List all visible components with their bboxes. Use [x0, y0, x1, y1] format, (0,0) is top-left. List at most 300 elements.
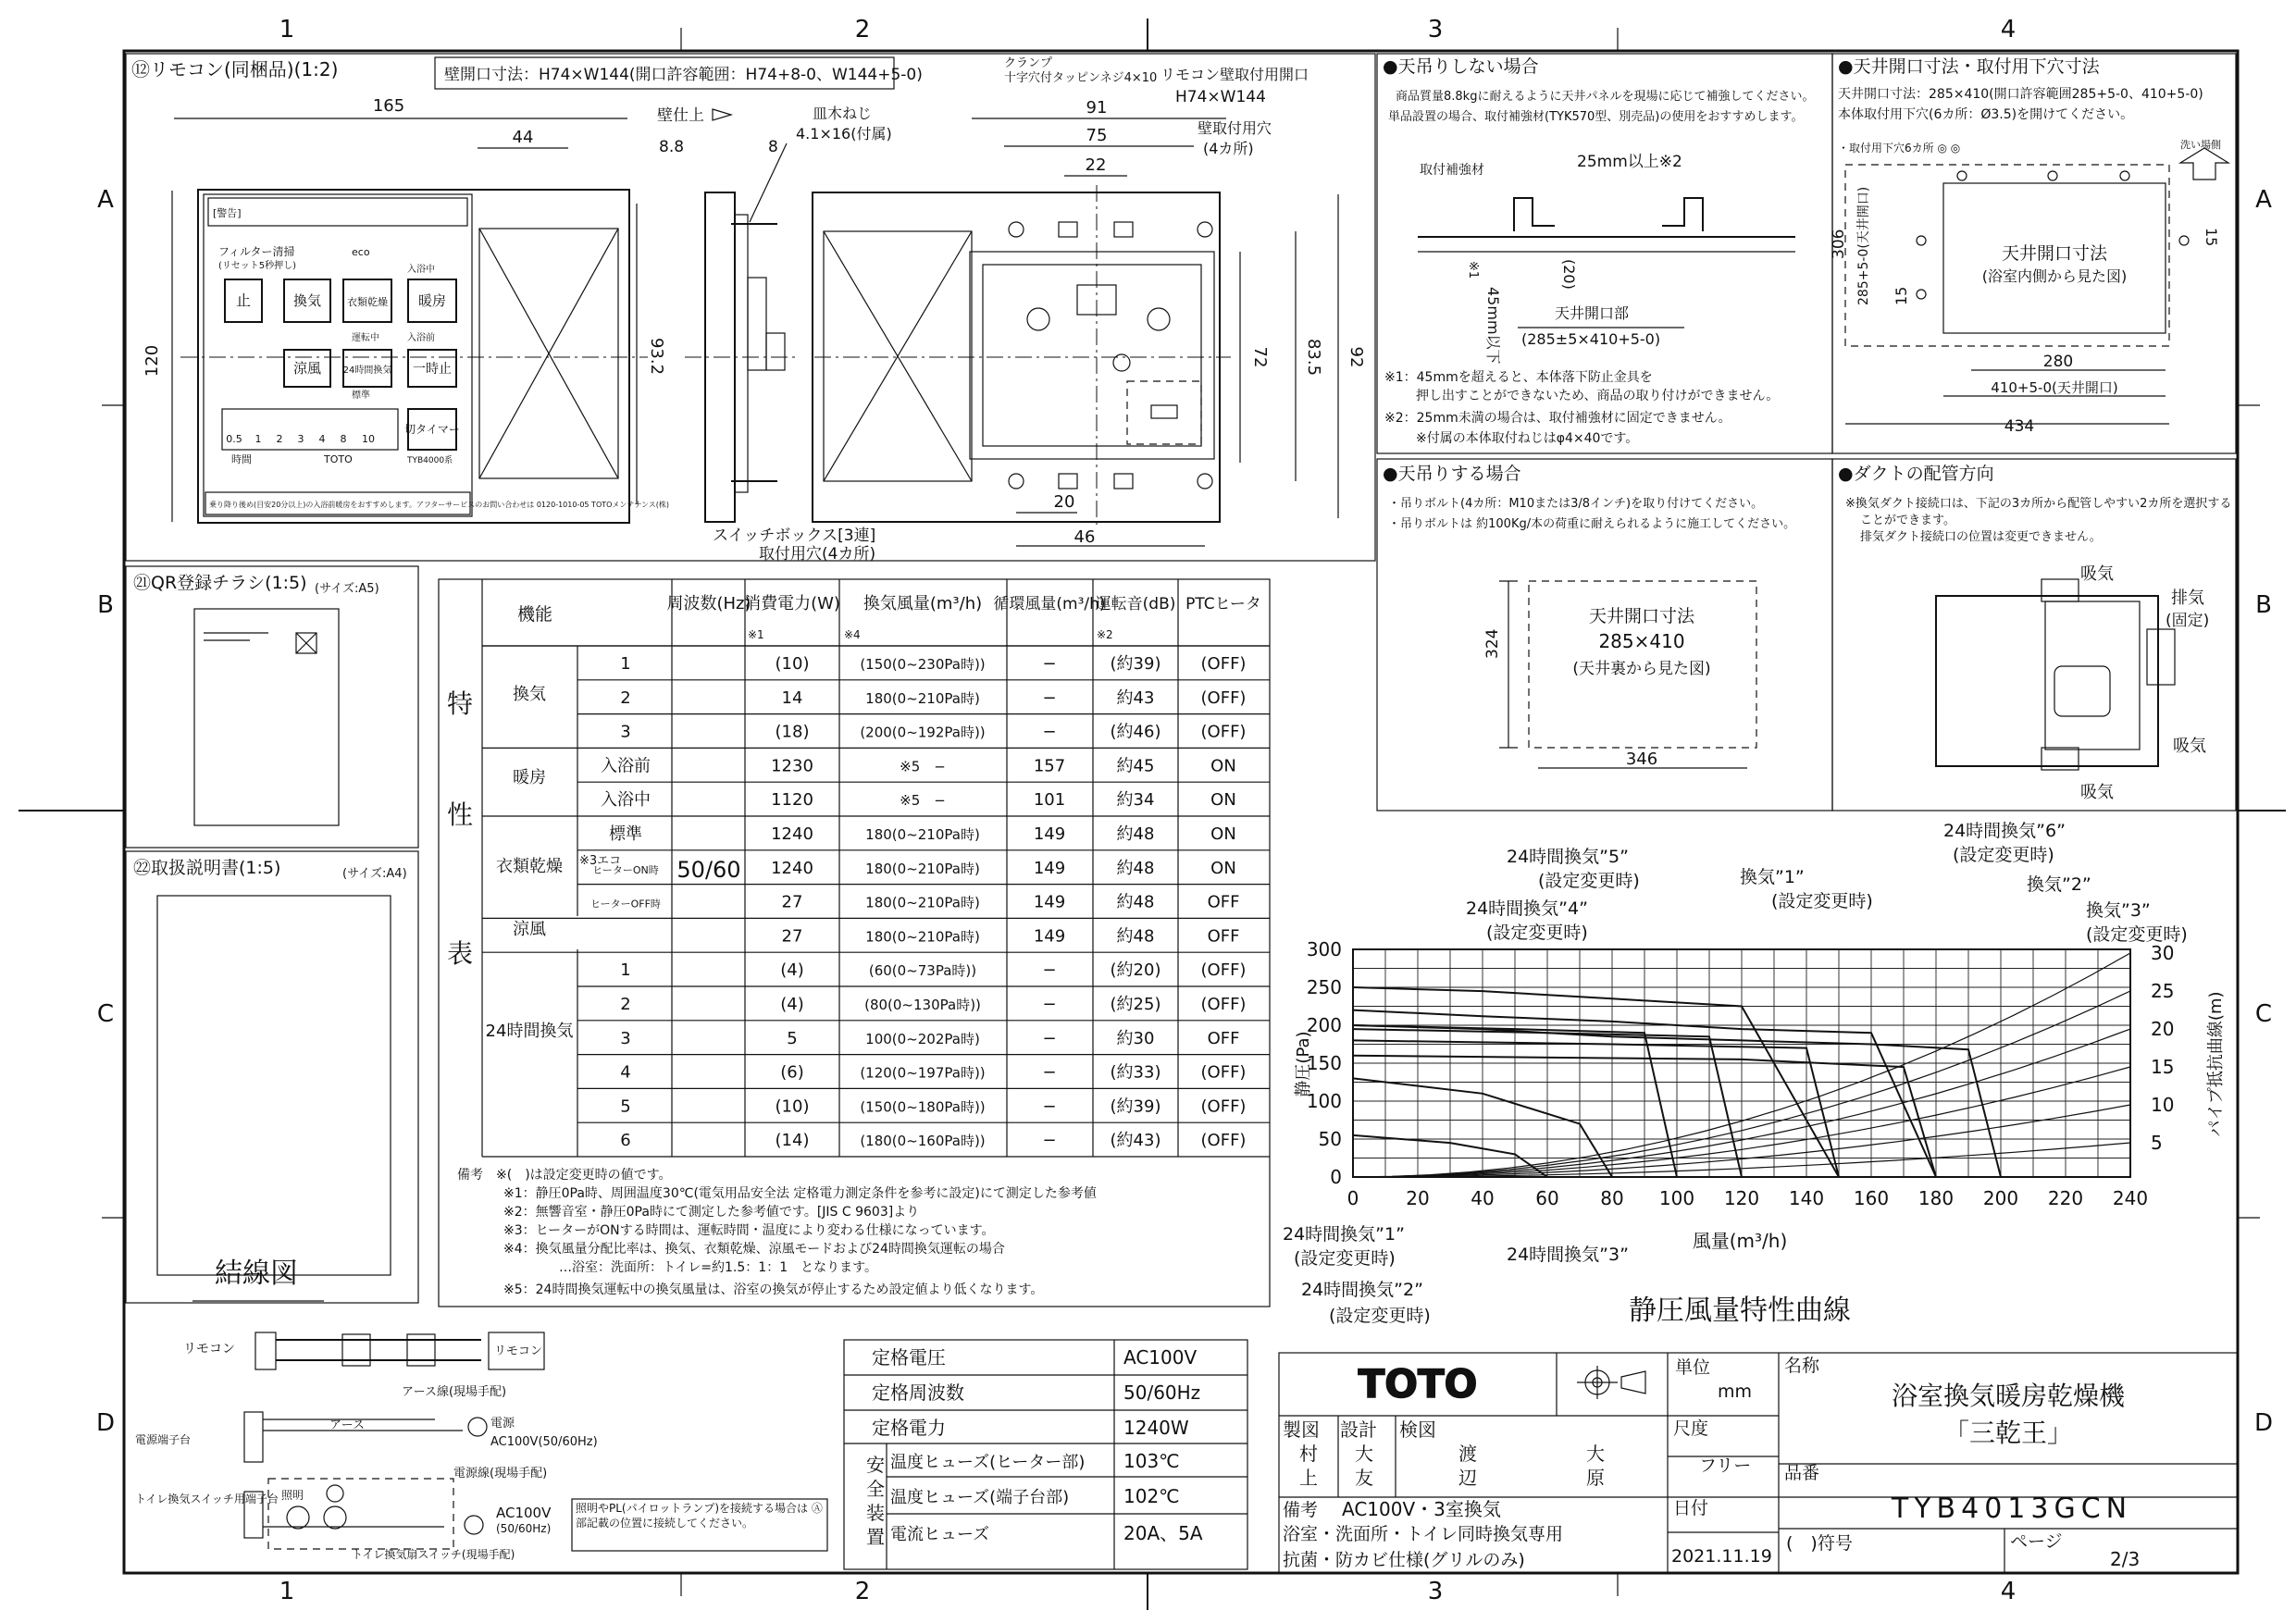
wiring-ac2: AC100V: [496, 1505, 552, 1521]
col-label-3: 3: [1427, 16, 1444, 43]
wiring-earth-field: アース線(現場手配): [402, 1385, 507, 1399]
spec-cell-vent: 180(0~210Pa時): [865, 826, 980, 843]
duct-fixed: (固定): [2166, 612, 2210, 630]
rating-table: [844, 1340, 1247, 1569]
row-label-running: 運転中: [352, 333, 379, 343]
lbl-24h5: 24時間換気”5”: [1507, 847, 1629, 867]
dim-91: 91: [1086, 98, 1108, 118]
spec-cell-ptc: OFF: [1207, 926, 1240, 947]
group-heating: 暖房: [513, 768, 546, 787]
spec-cell-power: (4): [780, 960, 804, 981]
tb-name1: 浴室換気暖房乾燥機: [1891, 1381, 2126, 1411]
x-tick-label: 140: [1788, 1187, 1825, 1209]
duct-intake-right: 吸気: [2173, 737, 2206, 756]
x-tick-label: 180: [1917, 1187, 1955, 1209]
duct-title: ●ダクトの配管方向: [1838, 464, 1994, 484]
rating-label-1: 定格周波数: [872, 1381, 964, 1404]
timer-3: 3: [297, 433, 304, 445]
wiring-power-v: AC100V(50/60Hz): [490, 1435, 598, 1449]
chart-xlabel: 風量(m³/h): [1692, 1230, 1788, 1252]
tb-remarks-0: AC100V・3室換気: [1342, 1498, 1501, 1520]
group-cool: 涼風: [513, 920, 546, 939]
tb-p1-1: 大: [1355, 1443, 1373, 1465]
tb-unit-label: 単位: [1675, 1357, 1711, 1378]
spec-cell-vent: ※5 −: [900, 758, 946, 775]
spec-cell-ptc: (OFF): [1200, 995, 1247, 1014]
lbl-v2: 換気”2”: [2027, 874, 2091, 895]
spec-cell-vent: 180(0~210Pa時): [865, 689, 980, 707]
dim-22: 22: [1085, 155, 1107, 175]
spec-cell-ptc: ON: [1210, 824, 1236, 844]
tb-p2-2: 辺: [1458, 1467, 1477, 1489]
timer-0-5: 0.5: [226, 433, 242, 445]
btn-cool[interactable]: 涼風: [292, 360, 322, 377]
y-tick-label: 200: [1306, 1014, 1342, 1036]
remote-front-view: [143, 96, 669, 523]
lbl-v1: 換気”1”: [1740, 867, 1805, 887]
spec-table: [439, 579, 1270, 1307]
side-char-3: 表: [446, 938, 474, 969]
side-char-2: 性: [446, 799, 474, 830]
spec-cell-vent: (150(0~180Pa時)): [860, 1098, 986, 1116]
tb-role-drafting: 製図: [1283, 1419, 1320, 1441]
x-tick-label: 80: [1600, 1187, 1624, 1209]
tb-remarks-1: 浴室・洗面所・トイレ同時換気専用: [1283, 1524, 1564, 1544]
hang-text2: ・吊りボルトは 約100Kg/本の荷重に耐えられるように施工してください。: [1388, 517, 1796, 531]
wiring-terminal: 電源端子台: [135, 1433, 192, 1446]
spec-cell-power: 27: [781, 892, 803, 912]
spec-notes: [457, 1167, 1097, 1297]
remote-brand: TOTO: [324, 453, 353, 465]
hdr-note-2: ※2: [1097, 628, 1113, 641]
rating-label-4: 温度ヒューズ(端子台部): [890, 1488, 1070, 1507]
filter-sub: (リセット5秒押し): [218, 261, 297, 271]
spec-cell-vent: 180(0~210Pa時): [865, 894, 980, 911]
hdr-note-4: ※4: [844, 628, 861, 641]
lbl-v3-sub: (設定変更時): [2086, 924, 2188, 945]
spec-cell-sub: ヒーターON時: [592, 863, 659, 876]
note-line-1: ※1：静圧0Pa時、周囲温度30℃(電気用品安全法 定格電力測定条件を参考に設定)にて測定した参考値: [503, 1186, 1097, 1201]
hang-text1: ・吊りボルト(4カ所：M10または3/8インチ)を取り付けてください。: [1388, 497, 1764, 511]
no-hang-dim20: (20): [1560, 259, 1578, 290]
spec-cell-vent: (200(0~192Pa時)): [860, 724, 986, 741]
spec-cell-power: (6): [780, 1062, 804, 1083]
btn-ventilate[interactable]: 換気: [292, 292, 322, 309]
dim-20: 20: [1053, 492, 1075, 512]
dim-92: 92: [1347, 346, 1366, 368]
note-line-4: ※4：換気風量分配比率は、換気、衣類乾燥、涼風モードおよび24時間換気運転の場合: [503, 1242, 1005, 1257]
spec-cell-power: 14: [781, 688, 803, 708]
tb-p1-0: 村: [1299, 1443, 1318, 1465]
hang-center1: 天井開口寸法: [1588, 606, 1695, 626]
hang-d324: 324: [1483, 628, 1502, 659]
spec-rows: [482, 646, 1270, 1150]
y2-tick-label: 30: [2151, 942, 2175, 964]
hdr-ptc: PTCヒータ: [1185, 595, 1261, 613]
note-line-0: 備考 ※( )は設定変更時の値です。: [457, 1168, 672, 1183]
no-hang-note-1: 押し出すことができないため、商品の取り付けができません。: [1416, 389, 1780, 403]
spec-cell-sub: 標準: [609, 824, 642, 844]
lbl-24h3: 24時間換気”3”: [1507, 1245, 1629, 1265]
rating-value-4: 102℃: [1123, 1485, 1180, 1507]
tb-scale-label: 尺度: [1673, 1419, 1709, 1439]
qr-size: (サイズ:A5): [315, 582, 379, 596]
safety-char-1: 安: [866, 1454, 885, 1476]
no-hang-note-2: ※2：25mm未満の場合は、取付補強材に固定できません。: [1384, 411, 1731, 426]
x-tick-label: 160: [1853, 1187, 1890, 1209]
y2-tick-label: 5: [2151, 1132, 2163, 1154]
tb-p1-2: 渡: [1458, 1443, 1477, 1465]
tb-symbol-label: ( )符号: [1786, 1533, 1853, 1554]
safety-char-3: 装: [866, 1502, 885, 1524]
group-24h: 24時間換気: [485, 1022, 574, 1041]
hang-d346: 346: [1625, 750, 1658, 769]
spec-cell-power: (14): [775, 1131, 810, 1151]
eco-note: ※3エコ: [579, 854, 622, 868]
wiring-lighting: 照明: [281, 1489, 304, 1502]
tb-name2: 「三乾王」: [1942, 1418, 2074, 1448]
rating-label-0: 定格電圧: [872, 1346, 946, 1369]
duct-text1: ※換気ダクト接続口は、下記の3カ所から配管しやすい2カ所を選択する: [1845, 497, 2232, 511]
spec-cell-noise: (約20): [1110, 960, 1161, 981]
tb-unit: mm: [1718, 1381, 1753, 1402]
ceiling-wash-side: 洗い場側: [2180, 139, 2221, 151]
hang-center2: 285×410: [1598, 630, 1685, 652]
wiring-power-line: 電源線(現場手配): [453, 1467, 548, 1481]
x-tick-label: 240: [2112, 1187, 2149, 1209]
y2-tick-label: 15: [2151, 1056, 2175, 1078]
ceiling-center1: 天井開口寸法: [2001, 243, 2108, 264]
spec-cell-circ: −: [1042, 960, 1057, 981]
y-tick-label: 250: [1306, 976, 1342, 998]
ceiling-title: ●天井開口寸法・取付用下穴寸法: [1838, 56, 2100, 77]
tb-remarks-2: 抗菌・防カビ仕様(グリルのみ): [1283, 1550, 1525, 1570]
group-ventilation: 換気: [513, 685, 546, 704]
x-tick-label: 200: [1982, 1187, 2019, 1209]
no-hang-section: [1377, 54, 1832, 453]
wiring-toilet-terminal: トイレ換気スイッチ用端子台: [135, 1493, 279, 1505]
btn-dry[interactable]: 衣類乾燥: [347, 296, 388, 308]
x-tick-label: 0: [1347, 1187, 1359, 1209]
lbl-24h4: 24時間換気”4”: [1466, 898, 1588, 919]
spec-cell-circ: 157: [1033, 756, 1066, 776]
spec-cell-circ: 149: [1033, 926, 1066, 947]
spec-cell-vent: (180(0~160Pa時)): [860, 1133, 986, 1150]
duct-text1b: ことができます。: [1860, 514, 1955, 527]
tb-date-label: 日付: [1673, 1498, 1709, 1518]
btn-timer-off[interactable]: 切タイマー: [404, 423, 460, 436]
spec-cell-power: (18): [775, 722, 810, 742]
label-hole-title: 壁取付用穴: [1198, 119, 1272, 137]
rating-value-1: 50/60Hz: [1123, 1381, 1201, 1404]
projection-symbol-icon: [1577, 1366, 1645, 1399]
spec-cell-circ: −: [1042, 1096, 1057, 1117]
spec-cell-ptc: (OFF): [1200, 1096, 1247, 1117]
spec-cell-noise: 約43: [1116, 688, 1155, 708]
ceiling-d15b: 15: [2203, 228, 2220, 247]
note-line-3: ※3：ヒーターがONする時間は、運転時間・温度により変わる仕様になっています。: [503, 1223, 995, 1238]
hang-title: ●天吊りする場合: [1383, 464, 1521, 484]
chart-title: 静圧風量特性曲線: [1629, 1295, 1851, 1327]
tb-role-design: 設計: [1340, 1419, 1377, 1441]
lbl-24h4-sub: (設定変更時): [1486, 923, 1588, 943]
spec-cell-vent: (60(0~73Pa時)): [868, 962, 977, 980]
remote-opening-note: 壁開口寸法：H74×W144(開口許容範囲：H74+8-0、W144+5-0): [444, 66, 923, 84]
no-hang-opening: 天井開口部: [1555, 304, 1630, 322]
x-tick-label: 220: [2047, 1187, 2084, 1209]
chart-ylabel: 静圧(Pa): [1294, 1031, 1313, 1097]
row-label-d: D: [95, 1409, 116, 1437]
spec-cell-sub: 2: [620, 995, 631, 1014]
row-label-before-bath: 入浴前: [407, 333, 435, 343]
timer-1: 1: [254, 433, 262, 445]
lbl-v1-sub: (設定変更時): [1771, 891, 1873, 911]
y-tick-label: 300: [1306, 938, 1342, 960]
x-tick-label: 120: [1723, 1187, 1760, 1209]
ceiling-d15a: 15: [1893, 286, 1910, 305]
spec-cell-circ: 149: [1033, 824, 1066, 844]
remote-footer: 乗り降り後め(目安20分以上)の入浴前暖房をおすすめします。アフターサービスのお問い合わせは 0120-1010-05 TOTOメンテナンス(株): [209, 501, 670, 509]
wiring-toilet-switch: トイレ換気扇スイッチ(現場手配): [352, 1548, 515, 1561]
ceiling-open-section: [1830, 54, 2236, 453]
row-label-a: A: [97, 186, 114, 214]
wiring-remote-left: リモコン: [183, 1342, 235, 1357]
hdr-note-1: ※1: [748, 628, 764, 641]
rating-value-0: AC100V: [1123, 1346, 1198, 1369]
hdr-vent: 換気風量(m³/h): [863, 594, 983, 613]
spec-cell-ptc: OFF: [1207, 892, 1240, 912]
row-label-c-right: C: [2254, 1000, 2273, 1028]
spec-cell-circ: −: [1042, 688, 1057, 708]
spec-cell-noise: 約34: [1116, 790, 1155, 811]
spec-cell-power: 27: [781, 926, 803, 947]
spec-cell-noise: 約48: [1116, 858, 1155, 878]
label-clamp: クランプ: [1004, 56, 1053, 70]
y-tick-label: 150: [1306, 1052, 1342, 1074]
dim-165: 165: [372, 96, 405, 116]
label-hole-count: (4カ所): [1203, 140, 1254, 157]
spec-cell-noise: (約25): [1110, 995, 1161, 1014]
spec-cell-sub: 6: [620, 1131, 631, 1151]
row-label-b-right: B: [2255, 591, 2272, 619]
spec-cell-sub: 4: [620, 1062, 631, 1083]
btn-heat[interactable]: 暖房: [417, 292, 447, 309]
spec-cell-noise: (約43): [1110, 1131, 1161, 1151]
spec-cell-circ: −: [1042, 995, 1057, 1014]
rating-value-2: 1240W: [1123, 1417, 1189, 1439]
safety-char-4: 置: [866, 1526, 885, 1548]
rating-label-3: 温度ヒューズ(ヒーター部): [890, 1453, 1086, 1472]
spec-cell-circ: −: [1042, 722, 1057, 742]
x-tick-label: 100: [1658, 1187, 1695, 1209]
dim-46: 46: [1074, 527, 1096, 547]
timer-8: 8: [340, 433, 347, 445]
chart-grid: [1353, 949, 2130, 1177]
spec-cell-noise: (約46): [1110, 722, 1161, 742]
spec-cell-vent: 100(0~202Pa時): [865, 1030, 980, 1047]
ceiling-text2: 本体取付用下穴(6カ所：Ø3.5)を開けてください。: [1838, 107, 2134, 122]
row-label-c: C: [96, 1000, 115, 1028]
spec-cell-ptc: ON: [1210, 790, 1236, 811]
ceiling-center2: (浴室内側から見た図): [1981, 267, 2128, 285]
no-hang-note1: ※1: [1466, 261, 1480, 279]
lbl-24h2-sub: (設定変更時): [1329, 1306, 1431, 1326]
ceiling-text1: 天井開口寸法：285×410(開口許容範囲285+5-0、410+5-0): [1838, 87, 2203, 102]
no-hang-reinforce: 取付補強材: [1420, 163, 1484, 178]
spec-cell-noise: (約39): [1110, 654, 1161, 674]
timer-2: 2: [276, 433, 283, 445]
spec-cell-noise: 約30: [1116, 1028, 1155, 1048]
note-line-5: …浴室：洗面所：トイレ=約1.5：1：1 となります。: [559, 1260, 877, 1275]
lbl-24h1-sub: (設定変更時): [1294, 1248, 1396, 1269]
spec-cell-sub: 入浴前: [601, 756, 651, 776]
spec-cell-sub: 3: [620, 1028, 631, 1048]
spec-cell-circ: 101: [1033, 790, 1066, 811]
ceiling-d434: 434: [2004, 417, 2035, 436]
dim-83-5: 83.5: [1304, 338, 1323, 377]
spec-cell-vent: (120(0~197Pa時)): [860, 1064, 986, 1082]
wiring-ac2b: (50/60Hz): [496, 1522, 552, 1535]
label-screw-title: 皿木ねじ: [813, 105, 873, 122]
spec-cell-sub: 1: [620, 960, 631, 981]
btn-stop[interactable]: 止: [235, 291, 252, 309]
wiring-remote-right: リモコン: [494, 1344, 543, 1358]
x-tick-label: 60: [1535, 1187, 1559, 1209]
spec-cell-ptc: ON: [1210, 756, 1236, 776]
duct-text2: 排気ダクト接続口の位置は変更できません。: [1860, 530, 2102, 544]
spec-cell-vent: (80(0~130Pa時)): [864, 997, 981, 1013]
spec-cell-vent: ※5 −: [900, 792, 946, 810]
tb-p2-3: 原: [1586, 1467, 1605, 1489]
spec-cell-power: 5: [787, 1028, 798, 1048]
row-label-standard: 標準: [352, 390, 370, 401]
col-label-3-bottom: 3: [1427, 1578, 1444, 1605]
ceiling-d410: 410+5-0(天井開口): [1991, 379, 2118, 396]
dim-120: 120: [143, 344, 162, 378]
label-switchbox: スイッチボックス[3連]: [713, 527, 876, 545]
col-label-2-bottom: 2: [854, 1578, 871, 1605]
lbl-v3: 換気”3”: [2086, 900, 2151, 921]
no-hang-dim25: 25mm以上※2: [1577, 153, 1682, 171]
freq-value: 50/60: [676, 857, 741, 883]
no-hang-title: ●天吊りしない場合: [1383, 56, 1539, 77]
spec-cell-sub: 5: [620, 1096, 631, 1117]
spec-cell-ptc: (OFF): [1200, 1131, 1247, 1151]
spec-cell-vent: 180(0~210Pa時): [865, 860, 980, 877]
lbl-24h1: 24時間換気”1”: [1283, 1224, 1405, 1245]
wiring-title: 結線図: [215, 1258, 298, 1290]
duct-exhaust: 排気: [2171, 588, 2204, 608]
x-tick-label: 20: [1406, 1187, 1430, 1209]
remote-section: [126, 54, 1375, 564]
row-label-b: B: [97, 591, 114, 619]
ceiling-d306: 306: [1830, 229, 1848, 259]
tb-page-label: ページ: [2010, 1531, 2063, 1552]
wiring-pl-note: 照明やPL(パイロットランプ)を接続する場合は Ⓐ部記載の位置に接続してください。: [576, 1502, 823, 1530]
btn-24h[interactable]: 24時間換気: [342, 365, 392, 376]
y-tick-label: 100: [1306, 1090, 1342, 1112]
timer-values: [226, 433, 375, 445]
qr-section: [126, 566, 418, 848]
dim-75: 75: [1086, 126, 1108, 145]
spec-cell-circ: 149: [1033, 858, 1066, 878]
col-label-1: 1: [279, 16, 295, 43]
hdr-freq: 周波数(Hz): [666, 594, 751, 613]
spec-cell-sub: ヒーターOFF時: [590, 898, 661, 911]
note-line-2: ※2：無響音室・静圧0Pa時にて測定した参考値です。[JIS C 9603]より: [503, 1205, 920, 1220]
rating-value-5: 20A、5A: [1123, 1522, 1203, 1544]
x-tick-label: 40: [1471, 1187, 1495, 1209]
hdr-power: 消費電力(W): [744, 594, 840, 613]
no-hang-text1: 商品質量8.8kgに耐えるように天井パネルを現場に応じて補強してください。: [1396, 90, 1815, 104]
spec-cell-sub: 3: [620, 722, 631, 742]
side-char-1: 特: [446, 688, 474, 719]
tb-p2-1: 友: [1355, 1467, 1373, 1489]
remote-warning: [警告]: [213, 207, 242, 219]
spec-cell-sub: 1: [620, 654, 631, 674]
manual-title: ㉒取扱説明書(1:5): [133, 858, 281, 878]
spec-cell-power: (4): [780, 995, 804, 1014]
spec-cell-ptc: (OFF): [1200, 688, 1247, 708]
y-tick-label: 50: [1318, 1128, 1342, 1150]
label-clamp-screw: 十字穴付タッピンネジ4×10: [1004, 71, 1158, 85]
spec-cell-circ: −: [1042, 1062, 1057, 1083]
col-label-4-bottom: 4: [2000, 1578, 2017, 1605]
no-hang-note-3: ※付属の本体取付ねじはφ4×40です。: [1416, 431, 1639, 446]
btn-pause[interactable]: 一時止: [413, 362, 452, 377]
spec-cell-vent: (150(0~230Pa時)): [860, 656, 986, 673]
spec-cell-power: (10): [775, 1096, 810, 1117]
duct-section: [1832, 459, 2236, 811]
arrow-up-icon: [2180, 148, 2228, 180]
timer-label: 時間: [231, 453, 252, 465]
spec-cell-noise: 約45: [1116, 756, 1155, 776]
spec-cell-noise: 約48: [1116, 926, 1155, 947]
tb-role-check: 検図: [1399, 1419, 1436, 1441]
spec-cell-circ: −: [1042, 1131, 1057, 1151]
duct-intake-top: 吸気: [2080, 564, 2114, 584]
spec-cell-power: 1240: [771, 824, 813, 844]
rating-label-5: 電流ヒューズ: [890, 1525, 990, 1544]
dim-44: 44: [512, 128, 534, 147]
dim-8-8: 8.8: [659, 138, 685, 156]
no-hang-dim45: 45mm以下: [1484, 287, 1502, 365]
tb-name-label: 名称: [1784, 1356, 1820, 1376]
title-block: [1279, 1353, 2238, 1573]
manual-size: (サイズ:A4): [342, 867, 407, 881]
spec-cell-circ: −: [1042, 654, 1057, 674]
y2-tick-label: 10: [2151, 1094, 2175, 1116]
spec-cell-ptc: (OFF): [1200, 654, 1247, 674]
no-hang-text2: 単品設置の場合、取付補強材(TYK570型、別売品)の使用をおすすめします。: [1388, 110, 1804, 124]
spec-cell-ptc: (OFF): [1200, 1062, 1247, 1083]
spec-cell-vent: 180(0~210Pa時): [865, 928, 980, 946]
duct-intake-bottom: 吸気: [2080, 783, 2114, 802]
spec-cell-ptc: OFF: [1207, 1028, 1240, 1048]
spec-cell-power: 1240: [771, 858, 813, 878]
hdr-circ: 循環風量(m³/h): [993, 595, 1106, 613]
hdr-noise: 運転音(dB): [1095, 595, 1176, 613]
ceiling-text3: ・取付用下穴6カ所 ◎ ◎: [1838, 142, 1961, 155]
tb-date: 2021.11.19: [1671, 1546, 1772, 1567]
lbl-24h5-sub: (設定変更時): [1538, 871, 1640, 891]
spec-cell-ptc: (OFF): [1200, 722, 1247, 742]
y-tick-label: 0: [1330, 1166, 1342, 1188]
remote-title: ⑫リモコン(同梱品)(1:2): [131, 58, 339, 81]
col-label-2: 2: [854, 16, 871, 43]
timer-10: 10: [362, 433, 375, 445]
lbl-24h6: 24時間換気”6”: [1943, 821, 2066, 841]
